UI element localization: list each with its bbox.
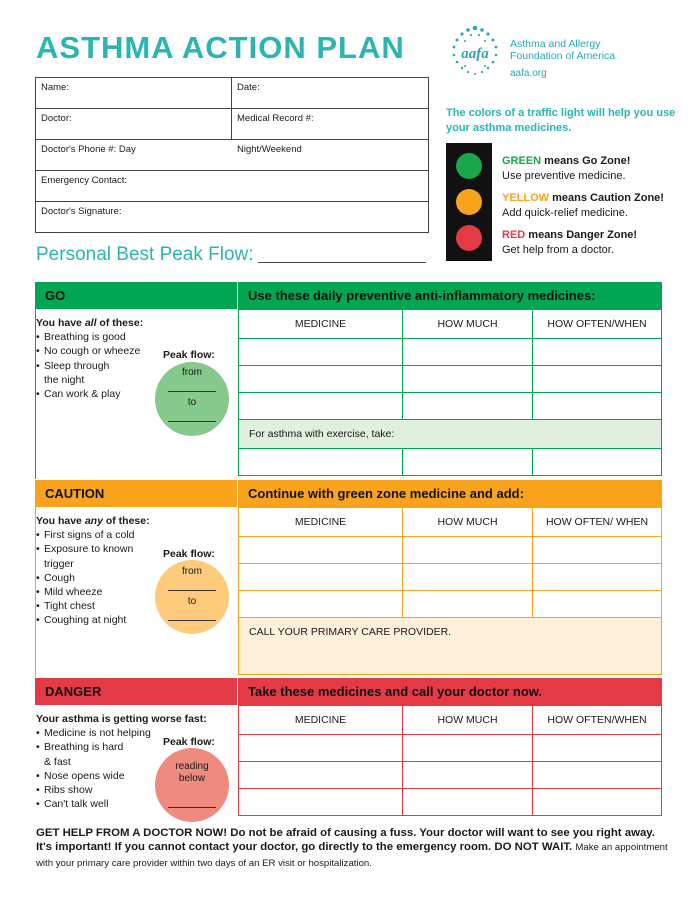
caution-peak-flow-label: Peak flow:: [163, 548, 215, 560]
yellow-word: YELLOW: [502, 192, 550, 204]
go-zone-header: [35, 282, 662, 309]
table-row: [239, 339, 662, 366]
emergency-contact-label: Emergency Contact:: [41, 175, 128, 186]
yellow-light-icon: [456, 189, 482, 215]
red-rest: means Danger Zone!: [525, 229, 638, 241]
green-legend: [502, 154, 630, 184]
go-zone-name: GO: [45, 288, 66, 303]
table-row: [239, 789, 662, 816]
list-item: • Can work & play: [36, 387, 143, 401]
list-item: • First signs of a cold: [36, 528, 150, 542]
caution-to: to: [187, 596, 197, 607]
go-to-input[interactable]: [168, 421, 216, 422]
name-label: Name:: [41, 82, 69, 93]
list-item: • Can't talk well: [36, 797, 207, 811]
go-col-how-much: HOW MUCH: [403, 310, 533, 339]
caution-call-note: CALL YOUR PRIMARY CARE PROVIDER.: [239, 618, 662, 675]
personal-best-label: Personal Best Peak Flow:: [36, 244, 254, 265]
list-item: • Nose opens wide: [36, 769, 207, 783]
footer-bold: GET HELP FROM A DOCTOR NOW! Do not be afraid of causing a fuss. Your doctor will want to see you right away. It's important! If you cannot contact your doctor, go directly to the emergency room. DO NOT WAIT.: [36, 827, 655, 854]
caution-col-how-much: HOW MUCH: [403, 508, 533, 537]
go-to: to: [187, 397, 197, 408]
medical-record-label: Medical Record #:: [237, 113, 314, 124]
list-item: • Breathing is good: [36, 330, 143, 344]
page-title: ASTHMA ACTION PLAN: [36, 30, 405, 65]
caution-medicine-table: [238, 507, 662, 675]
traffic-light-intro: The colors of a traffic light will help you use your asthma medicines.: [446, 107, 676, 134]
list-item: • No cough or wheeze: [36, 344, 143, 358]
go-peak-flow-label: Peak flow:: [163, 349, 215, 361]
caution-zone-instruction: Continue with green zone medicine and add:: [248, 486, 524, 501]
phone-day-label: Doctor's Phone #: Day: [41, 144, 136, 155]
green-light-icon: [456, 153, 482, 179]
table-row: [239, 366, 662, 393]
caution-zone-header: [35, 480, 662, 507]
caution-from: from: [182, 566, 202, 577]
list-item: • Coughing at night: [36, 613, 150, 627]
danger-reading: reading below: [175, 761, 209, 784]
list-item: • Ribs show: [36, 783, 207, 797]
go-symptoms: You have all of these: • Breathing is good • No cough or wheeze • Sleep through the night • Can work & play: [36, 316, 143, 401]
list-item: • Mild wheeze: [36, 585, 150, 599]
danger-peak-flow-label: Peak flow:: [163, 736, 215, 748]
danger-col-medicine: MEDICINE: [239, 706, 403, 735]
date-field[interactable]: [232, 78, 428, 108]
signature-field[interactable]: [36, 202, 428, 232]
yellow-desc: Add quick-relief medicine.: [502, 207, 628, 219]
caution-zone-name: CAUTION: [45, 486, 105, 501]
caution-from-input[interactable]: [168, 590, 216, 591]
danger-peak-flow-circle: [155, 748, 229, 822]
phone-night-field[interactable]: [232, 140, 428, 170]
danger-medicine-table: [238, 705, 662, 816]
red-word: RED: [502, 229, 526, 241]
go-exercise-note: For asthma with exercise, take:: [239, 420, 662, 449]
danger-zone-header: [35, 678, 662, 705]
red-legend: [502, 228, 637, 258]
go-zone-instruction: Use these daily preventive anti-inflammatory medicines:: [248, 288, 596, 303]
name-field[interactable]: [36, 78, 232, 108]
table-row: [239, 762, 662, 789]
list-item: • Cough: [36, 571, 150, 585]
list-item: • Exposure to known trigger: [36, 542, 150, 570]
table-row: [239, 591, 662, 618]
danger-col-how-much: HOW MUCH: [403, 706, 533, 735]
signature-label: Doctor's Signature:: [41, 206, 122, 217]
aafa-logo-icon: [440, 20, 510, 82]
personal-best-input[interactable]: [258, 262, 426, 263]
danger-col-how-often: HOW OFTEN/WHEN: [533, 706, 662, 735]
green-rest: means Go Zone!: [541, 155, 631, 167]
doctor-field[interactable]: [36, 109, 232, 139]
medical-record-field[interactable]: [232, 109, 428, 139]
list-item: • Tight chest: [36, 599, 150, 613]
table-row: [239, 393, 662, 420]
logo-name: [510, 38, 615, 62]
red-desc: Get help from a doctor.: [502, 244, 614, 256]
go-medicine-table: [238, 309, 662, 476]
phone-day-field[interactable]: [36, 140, 232, 170]
logo-mark: aafa: [461, 46, 489, 62]
caution-to-input[interactable]: [168, 620, 216, 621]
go-from-input[interactable]: [168, 391, 216, 392]
traffic-light-icon: [446, 143, 492, 261]
danger-zone-instruction: Take these medicines and call your doctor now.: [248, 684, 543, 699]
table-row: [239, 449, 662, 476]
phone-night-label: Night/Weekend: [237, 144, 302, 155]
green-word: GREEN: [502, 155, 542, 167]
date-label: Date:: [237, 82, 260, 93]
table-row: [239, 564, 662, 591]
go-col-how-often: HOW OFTEN/WHEN: [533, 310, 662, 339]
logo-name-line1: Asthma and Allergy: [510, 38, 601, 50]
table-row: [239, 537, 662, 564]
yellow-rest: means Caution Zone!: [549, 192, 664, 204]
emergency-contact-field[interactable]: [36, 171, 428, 201]
logo-url[interactable]: aafa.org: [510, 68, 547, 79]
danger-symptoms: Your asthma is getting worse fast: • Medicine is not helping • Breathing is hard & fast • Nose opens wide • Ribs show • Can't talk well: [36, 712, 207, 811]
caution-col-how-often: HOW OFTEN/ WHEN: [533, 508, 662, 537]
list-item: • Sleep through the night: [36, 359, 143, 387]
danger-zone-name: DANGER: [45, 684, 102, 699]
list-item: • Medicine is not helping: [36, 726, 207, 740]
yellow-legend: [502, 191, 664, 221]
go-col-medicine: MEDICINE: [239, 310, 403, 339]
doctor-label: Doctor:: [41, 113, 72, 124]
danger-reading-input[interactable]: [168, 807, 216, 808]
caution-symptoms: You have any of these: • First signs of a cold • Exposure to known trigger • Cough • Mild wheeze • Tight chest • Coughing at night: [36, 514, 150, 628]
list-item: • Breathing is hard & fast: [36, 740, 207, 768]
go-from: from: [182, 367, 202, 378]
footer-note: [36, 826, 668, 871]
table-row: [239, 735, 662, 762]
footer-small: Make an appointment with your primary care provider within two days of an ER visit or hospitalization.: [36, 842, 668, 869]
patient-info-form: [35, 77, 429, 233]
caution-col-medicine: MEDICINE: [239, 508, 403, 537]
green-desc: Use preventive medicine.: [502, 170, 626, 182]
red-light-icon: [456, 225, 482, 251]
logo-name-line2: Foundation of America: [510, 50, 616, 62]
